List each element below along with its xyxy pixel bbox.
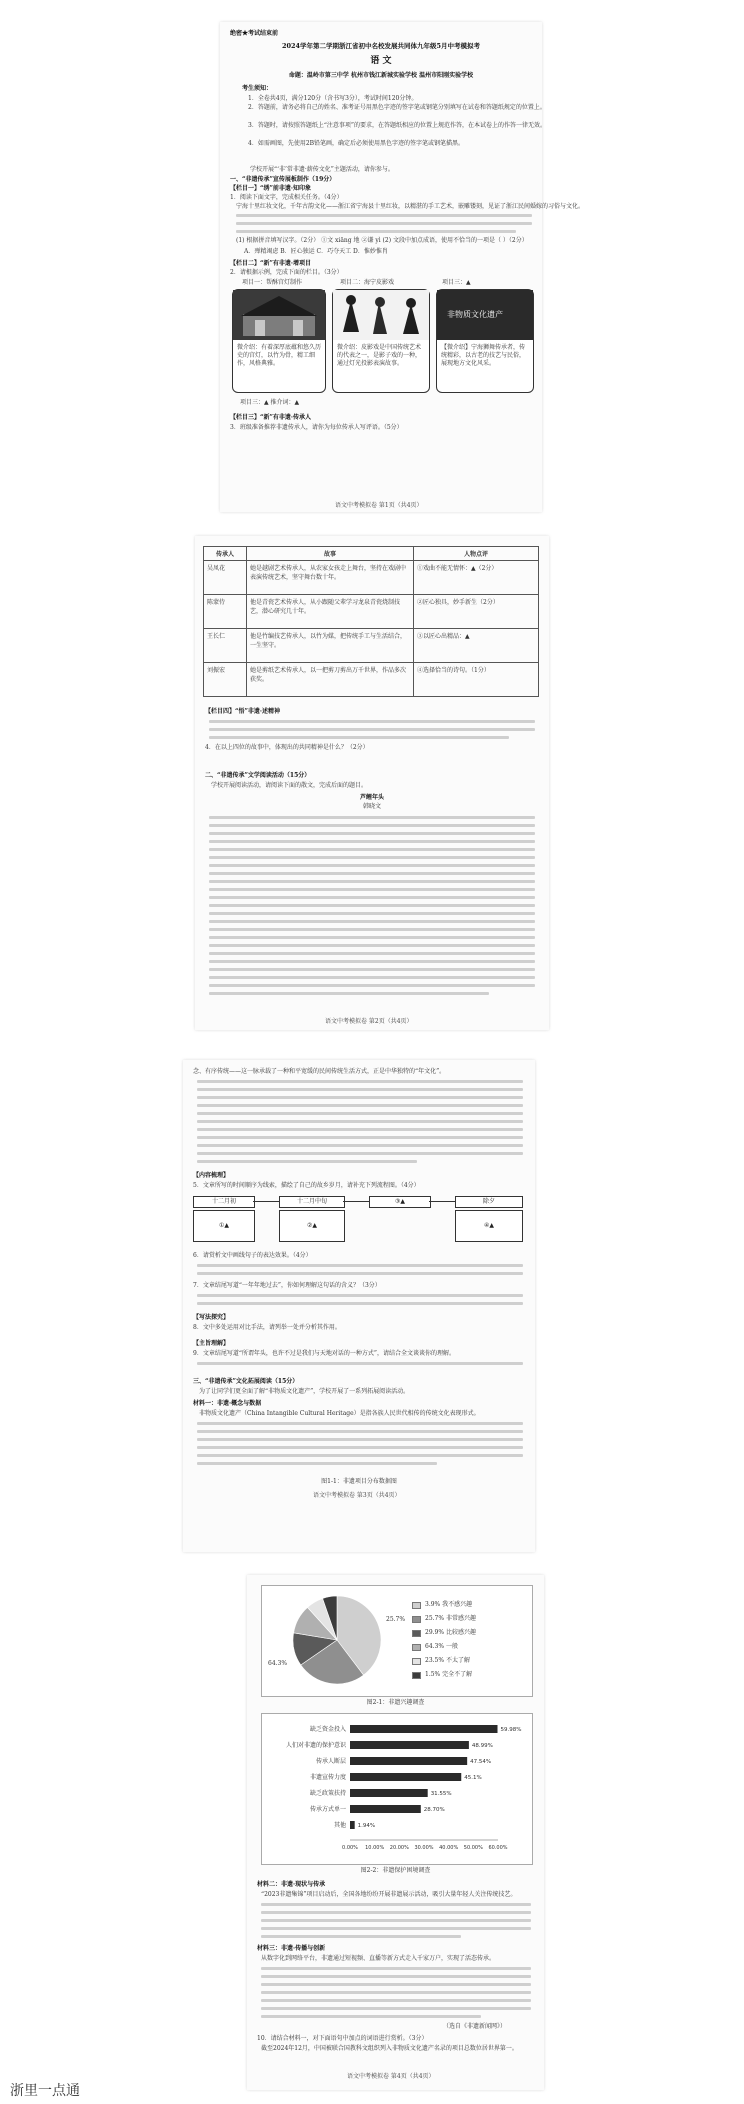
essay-end: 念、有序传统——这一脉承载了一种和平宽缓的民间传统生活方式，正是中华独特的“年文化”。 (193, 1068, 446, 1075)
confidential-label: 绝密★考试结束前 (230, 30, 279, 37)
flow-step-1: 十二月初 (193, 1196, 255, 1208)
bar-category-label: 缺乏资金投入 (309, 1726, 346, 1733)
row-comment: ①戏曲不能无情怀：▲（2分） (414, 561, 539, 595)
material-1-text: 非物质文化遗产（China Intangible Cultural Heritage）是指各族人民世代相传的传统文化表现形式。 (199, 1410, 480, 1417)
notice-head: 考生须知： (242, 85, 273, 92)
essay-line (209, 912, 535, 915)
notice-4: 4．如需画图，先使用2B铅笔画，确定后必须使用黑色字迹的签字笔或钢笔描黑。 (248, 140, 465, 147)
essay-line (197, 1112, 523, 1115)
row-story: 她是越剧艺术传承人，从农家女孩走上舞台，坚持在戏剧中表演传统艺术，坚守舞台数十年。 (247, 561, 414, 595)
pie-label: 25.7% (386, 1616, 406, 1623)
project-3-desc: 【微介绍】宁海狮舞传承者，传统精彩，以古老的技艺与民俗，展现地方文化风采。 (441, 344, 526, 367)
project-2-label: 项目二：海宁皮影戏 (340, 279, 395, 286)
section-2: 二、“非遗传承”文学阅读活动（15分） (205, 772, 311, 779)
writing-section-head: 【写法探究】 (193, 1314, 230, 1321)
bar-category-label: 人们对非遗的保护意识 (285, 1742, 346, 1749)
x-tick-label: 50.00% (463, 1845, 483, 1851)
legend-label: 29.9% 比较感兴趣 (425, 1629, 476, 1636)
legend-item (412, 1626, 530, 1640)
subject-title: 语 文 (370, 56, 392, 66)
essay-title: 芦鲤年头 (359, 794, 384, 801)
bar-chart (262, 1714, 530, 1862)
table-header-story: 故事 (247, 547, 414, 561)
passage-line (236, 214, 532, 217)
notice-3: 3．答题时，请按照答题纸上“注意事项”的要求，在答题纸相应的位置上规范作答，在本试卷上的作答一律无效。 (248, 122, 546, 129)
material-line (197, 1462, 437, 1465)
notice-2: 2．答题前，请务必将自己的姓名、准考证号用黑色字迹的签字笔或钢笔分别填写在试卷和答题纸规定的位置上。 (248, 104, 546, 111)
answer-line (197, 1302, 523, 1305)
material-line (261, 1927, 531, 1930)
lantern-image (233, 290, 325, 340)
material-line (261, 1935, 461, 1938)
table-row (204, 561, 539, 595)
notice-1: 1．全卷共4页，满分120分（含书写3分），考试时间120分钟。 (248, 95, 418, 102)
shadow-puppet-image (333, 290, 429, 340)
material-line (197, 1438, 523, 1441)
essay-line (209, 896, 535, 899)
page-3-footer: 语文中考模拟卷 第3页（共4页） (313, 1492, 401, 1499)
flow-step-2: 十二月中旬 (279, 1196, 345, 1208)
flow-detail-2: ②▲ (279, 1210, 345, 1242)
page-3 (183, 1060, 535, 1552)
legend-label: 64.3% 一般 (425, 1643, 458, 1650)
question-5: 5．文章所写的时间顺序为线索，描绘了自己的故乡岁月，请补充下列流程图。（4分） (193, 1182, 420, 1189)
row-comment: ④选择恰当的诗句。（1分） (414, 663, 539, 697)
page-1-footer: 语文中考模拟卷 第1页（共4页） (335, 502, 423, 509)
essay-line (197, 1152, 523, 1155)
bar (350, 1757, 467, 1765)
essay-line (209, 944, 535, 947)
essay-line (209, 936, 535, 939)
answer-line (197, 1294, 523, 1297)
row-story: 他是青瓷艺术传承人，从小跟随父辈学习龙泉青瓷烧制技艺，潜心研究几十年。 (247, 595, 414, 629)
question-4: 4．在以上四位的故事中，体现出的共同精神是什么？（2分） (205, 744, 369, 751)
authors: 命题：温岭市第三中学 杭州市钱江新城实验学校 温州市阳刚实验学校 (288, 72, 474, 79)
essay-line (209, 928, 535, 931)
material-2-title: 材料二：非遗·现状与传承 (257, 1881, 326, 1888)
text-line (209, 720, 535, 723)
theme-section-head: 【主旨理解】 (193, 1340, 230, 1347)
legend-item (412, 1598, 530, 1612)
legend-swatch (412, 1630, 421, 1637)
table-header-comment: 人物点评 (414, 547, 539, 561)
question-2: 2．请根据示例，完成下面的栏目。（3分） (230, 269, 343, 276)
table-row (204, 595, 539, 629)
legend-swatch (412, 1602, 421, 1609)
column-2: 【栏目二】“新”有非遗·增项目 (230, 260, 311, 267)
legend-swatch (412, 1616, 421, 1623)
bar-category-label: 传承方式单一 (309, 1806, 346, 1813)
essay-line (209, 992, 489, 995)
material-1-title: 材料一：非遗·概念与数据 (193, 1400, 262, 1407)
table-row (204, 663, 539, 697)
material-line (261, 1911, 531, 1914)
row-name: 刘振宏 (204, 663, 247, 697)
table-row (204, 629, 539, 663)
project-2-card (332, 289, 430, 393)
essay-line (209, 864, 535, 867)
question-10: 10．请结合材料一，对下面语句中加点的词语进行赏析。（3分） (257, 2035, 428, 2042)
flow-connector (343, 1201, 369, 1202)
pie-chart (282, 1590, 392, 1690)
bar (350, 1805, 421, 1813)
pie-chart-frame (261, 1585, 533, 1697)
essay-line (209, 872, 535, 875)
x-tick-label: 10.00% (365, 1845, 385, 1851)
bar (350, 1725, 498, 1733)
essay-line (209, 968, 535, 971)
x-tick-label: 20.00% (389, 1845, 409, 1851)
pie-legend (412, 1598, 530, 1682)
page-4 (247, 1575, 544, 2090)
flow-connector (429, 1201, 455, 1202)
row-comment: ②匠心独具，妙手新生（2分） (414, 595, 539, 629)
question-8: 8．文中多处运用对比手法，请列举一处并分析其作用。 (193, 1324, 341, 1331)
essay-line (209, 960, 535, 963)
legend-swatch (412, 1644, 421, 1651)
fill-line: 项目三：▲ 推介词：▲ (240, 399, 300, 406)
flow-step-4: 除夕 (455, 1196, 523, 1208)
essay-line (197, 1088, 523, 1091)
essay-line (209, 856, 535, 859)
page-2 (195, 536, 549, 1030)
bar-category-label: 缺乏政策扶持 (309, 1790, 346, 1797)
bar-value-label: 31.55% (430, 1791, 452, 1797)
watermark: 浙里一点通 (10, 2083, 80, 2099)
text-line (209, 736, 509, 739)
legend-item (412, 1654, 530, 1668)
material-line (197, 1446, 523, 1449)
essay-line (209, 920, 535, 923)
project-1-label: 项目一：帮酥宫灯制作 (242, 279, 303, 286)
answer-line (197, 1362, 523, 1365)
essay-line (209, 952, 535, 955)
bar-value-label: 59.98% (500, 1727, 522, 1733)
essay-line (209, 880, 535, 883)
answer-line (197, 1264, 523, 1267)
essay-line (209, 832, 535, 835)
material-3-title: 材料三：非遗·传播与创新 (257, 1945, 326, 1952)
legend-item (412, 1640, 530, 1654)
essay-line (197, 1136, 523, 1139)
section-2-intro: 学校开展阅读活动，请阅读下面的散文，完成后面的题目。 (211, 782, 368, 789)
page-2-footer: 语文中考模拟卷 第2页（共4页） (325, 1018, 413, 1025)
row-comment: ③以匠心出精品：▲ (414, 629, 539, 663)
row-name: 王长仁 (204, 629, 247, 663)
essay-line (197, 1120, 523, 1123)
pie-caption: 图2-1：非遗兴趣调查 (366, 1699, 425, 1706)
passage-line (236, 222, 532, 225)
table-header-name: 传承人 (204, 547, 247, 561)
material-3-text: 从数字化到网络平台，非遗通过短视频、直播等新方式走入千家万户，实现了活态传承。 (261, 1955, 496, 1962)
x-tick-label: 30.00% (414, 1845, 434, 1851)
essay-line (209, 904, 535, 907)
section-3: 三、“非遗传承”文化拓展阅读（15分） (193, 1378, 299, 1385)
material-line (261, 1991, 531, 1994)
essay-line (209, 816, 535, 819)
bar (350, 1789, 428, 1797)
legend-item (412, 1612, 530, 1626)
bar-value-label: 48.99% (471, 1743, 493, 1749)
material-line (261, 1975, 531, 1978)
row-story: 他是竹编技艺传承人，以竹为媒，把传统手工与生活结合，一生坚守。 (247, 629, 414, 663)
material-line (197, 1422, 523, 1425)
q1-options: (1) 根据拼音填写汉字。（2分） ①文 xiāng 地 ②谦 yì (2) 文段中加点成语，使用不恰当的一项是（ ）（2分） (236, 237, 528, 244)
material-line (197, 1454, 523, 1457)
question-1: 1．阅读下面文字，完成相关任务。（4分） (230, 194, 343, 201)
essay-line (209, 848, 535, 851)
essay-line (197, 1104, 523, 1107)
project-1-desc: 微介绍：有着深厚底蕴和悠久历史的宫灯，以竹为骨，精工细作，风格典雅。 (237, 344, 322, 367)
legend-label: 1.5% 完全不了解 (425, 1671, 473, 1678)
heritage-banner-text: 非物质文化遗产 (447, 310, 503, 319)
legend-label: 3.9% 我不感兴趣 (425, 1601, 473, 1608)
row-name: 陈蒙侍 (204, 595, 247, 629)
question-3: 3．班级准备推荐非遗传承人，请你为每位传承人写评语。（5分） (230, 424, 403, 431)
q1-choices: A．殚精竭虑 B．匠心独运 C．巧夺天工 D．惟妙惟肖 (244, 248, 388, 255)
question-10-text: 截至2024年12月，中国被联合国教科文组织列入非物质文化遗产名录的项目总数位居世界第一。 (261, 2045, 518, 2052)
legend-swatch (412, 1672, 421, 1679)
essay-line (209, 888, 535, 891)
source-note: （选自《非遗新闻网》） (443, 2023, 507, 2030)
column-4: 【栏目四】“悟”非遗·述精神 (205, 708, 280, 715)
text-line (209, 728, 535, 731)
material-line (261, 1903, 531, 1906)
legend-label: 23.5% 不太了解 (425, 1657, 470, 1664)
section-3-intro: 为了让同学们更全面了解“非物质文化遗产”，学校开展了一系列拓展阅读活动。 (199, 1388, 410, 1395)
material-line (261, 1967, 531, 1970)
answer-line (197, 1272, 523, 1275)
legend-swatch (412, 1658, 421, 1665)
essay-line (197, 1080, 523, 1083)
bar-value-label: 28.70% (423, 1807, 445, 1813)
essay-line (209, 840, 535, 843)
essay-line (197, 1144, 523, 1147)
bar-category-label: 非遗宣传力度 (309, 1774, 346, 1781)
bar-chart-frame (261, 1713, 533, 1865)
material-line (261, 1983, 531, 1986)
pie-label: 64.3% (268, 1660, 288, 1667)
essay-line (197, 1160, 417, 1163)
heritage-table (203, 546, 539, 697)
bar-category-label: 其他 (333, 1822, 346, 1829)
passage-line (236, 230, 516, 233)
essay-line (197, 1128, 523, 1131)
section-1: 一、“非遗传承”宣传展板制作（19分） (230, 176, 336, 183)
figure-caption: 图1-1：非遗项目分布数据图 (321, 1478, 397, 1485)
flow-step-3: ③▲ (369, 1196, 431, 1208)
question-9: 9．文章结尾写道“所谓年头，也许不过是我们与天地对话的一种方式”，请结合全文谈谈你的理解。 (193, 1350, 455, 1357)
bar-caption: 图2-2：非遗保护困境调查 (360, 1867, 431, 1874)
material-line (261, 1999, 531, 2002)
intro: 学校开展“‘非’常非遗·薪传文化”主题活动，请你参与。 (250, 166, 394, 173)
row-story: 她是剪纸艺术传承人，以一把剪刀剪出万千世界，作品多次获奖。 (247, 663, 414, 697)
material-line (197, 1430, 523, 1433)
material-2-text: “2023非遗集锦”项目启动后，全国各地纷纷开展非遗展示活动，吸引大量年轻人关注传统技艺。 (261, 1891, 517, 1898)
passage: 宁海十里红妆文化，千年古韵文化——浙江省宁海县十里红妆，以精湛的手工艺术，嵌雕镂刻，见证了浙江民间婚嫁的习俗与文化。 (236, 203, 585, 210)
project-1-card (232, 289, 326, 393)
exam-title: 2024学年第二学期浙江省初中名校发展共同体九年级5月中考模拟考 (281, 42, 481, 50)
bar-value-label: 47.54% (470, 1759, 492, 1765)
project-3-card (436, 289, 534, 393)
bar (350, 1773, 461, 1781)
material-line (261, 2007, 531, 2010)
page-1 (220, 22, 585, 512)
page-4-footer: 语文中考模拟卷 第4页（共4页） (347, 2073, 435, 2080)
material-line (261, 1919, 531, 1922)
essay-author: 韩晓文 (362, 803, 381, 810)
legend-label: 25.7% 非常感兴趣 (425, 1615, 476, 1622)
bar-value-label: 1.94% (357, 1823, 376, 1829)
question-7: 7．文章结尾写道“一年年地过去”，你如何理解这句话的含义？（3分） (193, 1282, 381, 1289)
x-tick-label: 60.00% (488, 1845, 508, 1851)
content-section-head: 【内容梳理】 (193, 1172, 230, 1179)
project-3-label: 项目三：▲ (442, 279, 471, 286)
bar-category-label: 传承人断层 (315, 1758, 346, 1765)
x-tick-label: 0.00% (342, 1845, 358, 1851)
flow-connector (253, 1201, 279, 1202)
essay-line (197, 1096, 523, 1099)
x-tick-label: 40.00% (439, 1845, 459, 1851)
essay-line (209, 824, 535, 827)
essay-line (209, 976, 535, 979)
question-6: 6．请赏析文中画线句子的表达效果。（4分） (193, 1252, 312, 1259)
project-2-desc: 微介绍：皮影戏是中国传统艺术的代表之一，是影子戏的一种，通过灯光投影表演故事。 (337, 344, 422, 367)
flow-detail-3: ④▲ (455, 1210, 523, 1242)
bar-value-label: 45.1% (464, 1775, 482, 1781)
essay-line (209, 984, 535, 987)
flow-detail-1: ①▲ (193, 1210, 255, 1242)
column-3: 【栏目三】“新”有非遗·传承人 (230, 414, 311, 421)
material-line (261, 2015, 481, 2018)
legend-item (412, 1668, 530, 1682)
bar (350, 1741, 469, 1749)
bar (350, 1821, 355, 1829)
row-name: 吴凤花 (204, 561, 247, 595)
column-1: 【栏目一】“绣”前非遗·知印象 (230, 185, 311, 192)
